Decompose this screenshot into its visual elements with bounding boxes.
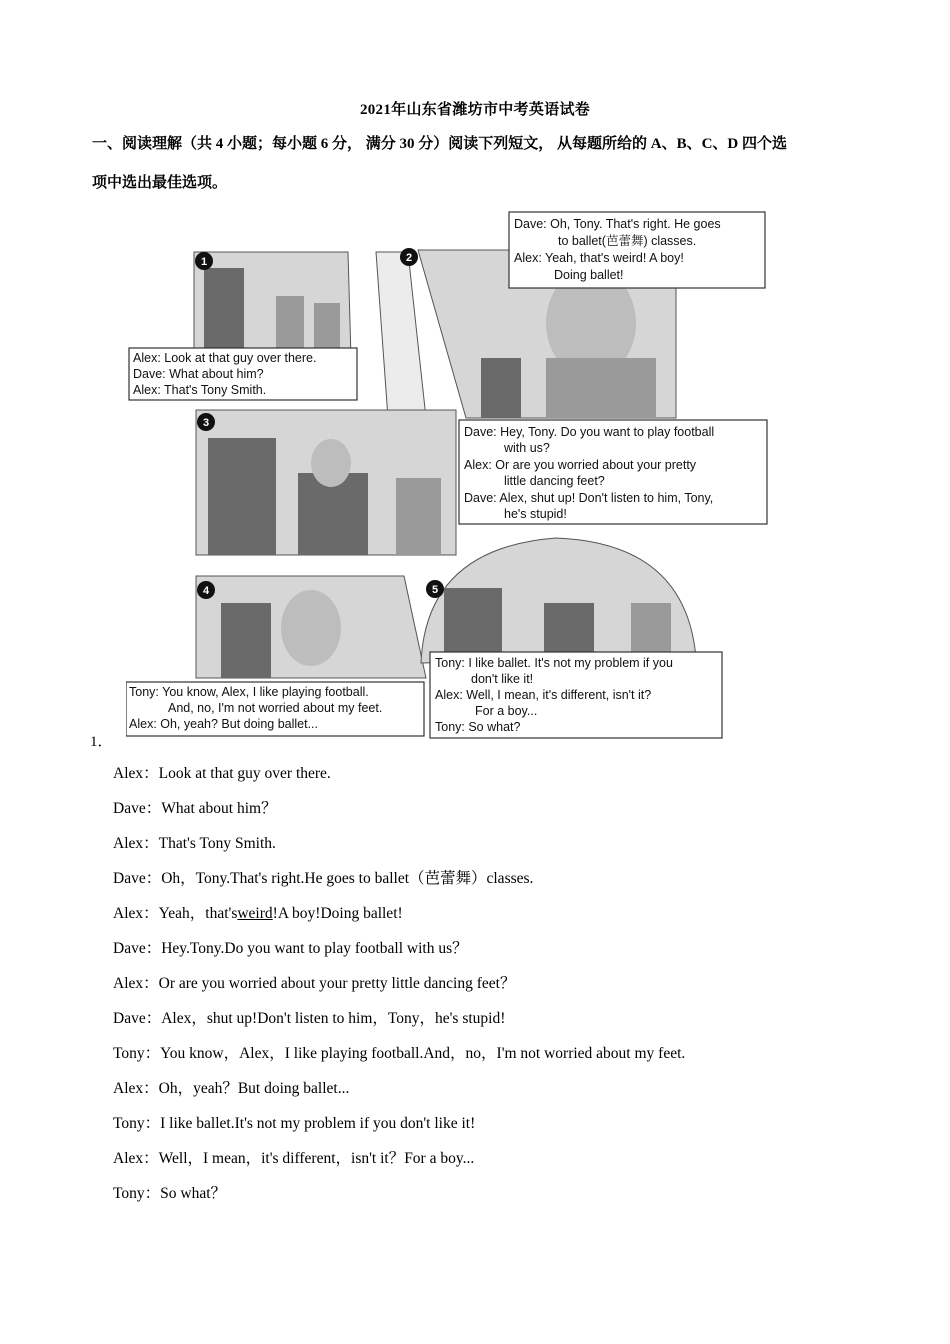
- panel-2-bubble: [509, 212, 765, 288]
- panel-1-bubble: [129, 348, 357, 400]
- svg-text:Alex: Yeah, that's weird! A bo: Alex: Yeah, that's weird! A boy!: [514, 251, 684, 265]
- speaker: Dave：: [113, 870, 162, 887]
- svg-text:4: 4: [202, 585, 210, 597]
- panel-1-number: [195, 252, 213, 270]
- line-text: Oh，Tony.That's right.He goes to ballet（芭蕾舞）classes.: [161, 870, 534, 887]
- line-text: So what？: [160, 1185, 227, 1202]
- line-text-after: !A boy!Doing ballet!: [272, 905, 403, 922]
- speaker: Alex：: [113, 1080, 159, 1097]
- svg-text:2: 2: [405, 252, 413, 264]
- line-text-before: Yeah，that's: [158, 905, 238, 922]
- dialogue-line: [113, 974, 685, 1009]
- page-title: 2021年山东省潍坊市中考英语试卷: [359, 102, 591, 118]
- dialogue-line: [113, 1079, 685, 1114]
- svg-text:1: 1: [200, 256, 208, 268]
- dialogue-list: [113, 764, 685, 1219]
- svg-text:Alex: Oh, yeah? But doing ball: Alex: Oh, yeah? But doing ballet...: [129, 717, 319, 731]
- dialogue-line: [113, 1044, 685, 1079]
- line-text: Look at that guy over there.: [158, 765, 331, 782]
- dialogue-line: [113, 904, 685, 939]
- panel-5-number: [426, 580, 444, 598]
- line-text: Or are you worried about your pretty little dancing feet？: [158, 975, 516, 992]
- speaker: Tony：: [113, 1185, 161, 1202]
- svg-text:Alex: Well, I mean, it's diffe: Alex: Well, I mean, it's different, isn't it?: [435, 688, 652, 702]
- svg-text:Alex: That's Tony Smith.: Alex: That's Tony Smith.: [133, 383, 267, 397]
- comic-strip: [126, 208, 771, 740]
- line-text: What about him？: [161, 800, 277, 817]
- dialogue-line: [113, 1009, 685, 1044]
- svg-text:Dave: Oh, Tony. That's right.: Dave: Oh, Tony. That's right. He goes: [514, 217, 721, 231]
- instructions-line-2: 项中选出最佳选项。: [92, 175, 228, 191]
- svg-text:Tony: You know, Alex, I like p: Tony: You know, Alex, I like playing football.: [129, 685, 369, 699]
- speaker: Dave：: [113, 800, 162, 817]
- svg-text:And, no, I'm not worried about: And, no, I'm not worried about my feet.: [168, 701, 383, 715]
- speaker: Tony：: [113, 1045, 161, 1062]
- line-text: Well，I mean，it's different，isn't it？For a boy...: [158, 1150, 475, 1167]
- speaker: Dave：: [113, 1010, 162, 1027]
- dialogue-line: [113, 869, 685, 904]
- dialogue-line: [113, 1114, 685, 1149]
- line-text: I like ballet.It's not my problem if you don't like it!: [160, 1115, 476, 1132]
- speaker: Alex：: [113, 765, 159, 782]
- line-text: Alex，shut up!Don't listen to him，Tony，he's stupid!: [161, 1010, 506, 1027]
- svg-text:Dave: Hey, Tony. Do you want t: Dave: Hey, Tony. Do you want to play football: [464, 425, 715, 439]
- svg-text:Alex: Look at that guy over th: Alex: Look at that guy over there.: [133, 351, 317, 365]
- panel-3-bubble: [459, 420, 767, 524]
- line-text: You know，Alex，I like playing football.And，no，I'm not worried about my feet.: [160, 1045, 686, 1062]
- line-text: Hey.Tony.Do you want to play football with us？: [161, 940, 468, 957]
- dialogue-line: [113, 1149, 685, 1184]
- speaker: Alex：: [113, 1150, 159, 1167]
- dialogue-line: [113, 834, 685, 869]
- dialogue-line: [113, 939, 685, 974]
- dialogue-line: [113, 764, 685, 799]
- svg-text:5: 5: [431, 584, 439, 596]
- panel-4-photo: [196, 576, 426, 678]
- panel-5-bubble: [430, 652, 722, 738]
- line-text: Oh，yeah？But doing ballet...: [158, 1080, 350, 1097]
- instructions-line-1: 一、阅读理解（共 4 小题；每小题 6 分， 满分 30 分）阅读下列短文， 从每题所给的 A、B、C、D 四个选: [92, 136, 788, 152]
- question-number: 1．: [90, 734, 113, 750]
- panel-4-number: [197, 581, 215, 599]
- speaker: Alex：: [113, 975, 159, 992]
- panel-3-photo: [196, 410, 456, 555]
- speaker: Tony：: [113, 1115, 161, 1132]
- svg-text:Alex: Or are you worried about: Alex: Or are you worried about your pretty: [464, 458, 697, 472]
- svg-text:with us?: with us?: [504, 441, 550, 455]
- speaker: Alex：: [113, 905, 159, 922]
- panel-3-number: [197, 413, 215, 431]
- speaker: Dave：: [113, 940, 162, 957]
- svg-text:little dancing feet?: little dancing feet?: [504, 474, 605, 488]
- svg-text:Dave: Alex, shut up! Don't lis: Dave: Alex, shut up! Don't listen to him, Tony,: [464, 491, 714, 505]
- panel-4-bubble: [126, 682, 424, 736]
- svg-text:3: 3: [202, 417, 210, 429]
- svg-text:For a boy...: For a boy...: [475, 704, 538, 718]
- svg-text:to ballet(芭蕾舞) classes.: to ballet(芭蕾舞) classes.: [558, 234, 697, 248]
- panel-5-photo: [421, 538, 696, 663]
- svg-text:Doing ballet!: Doing ballet!: [554, 268, 624, 282]
- line-text: That's Tony Smith.: [158, 835, 276, 852]
- underlined-word: weird: [237, 905, 273, 922]
- svg-text:Dave: What about him?: Dave: What about him?: [133, 367, 264, 381]
- svg-text:don't like it!: don't like it!: [471, 672, 534, 686]
- svg-text:Tony: So what?: Tony: So what?: [435, 720, 521, 734]
- dialogue-line: [113, 799, 685, 834]
- svg-text:Tony: I like ballet. It's not: Tony: I like ballet. It's not my problem if you: [435, 656, 673, 670]
- dialogue-line: [113, 1184, 685, 1219]
- speaker: Alex：: [113, 835, 159, 852]
- panel-2-number: [400, 248, 418, 266]
- svg-text:he's stupid!: he's stupid!: [504, 507, 567, 521]
